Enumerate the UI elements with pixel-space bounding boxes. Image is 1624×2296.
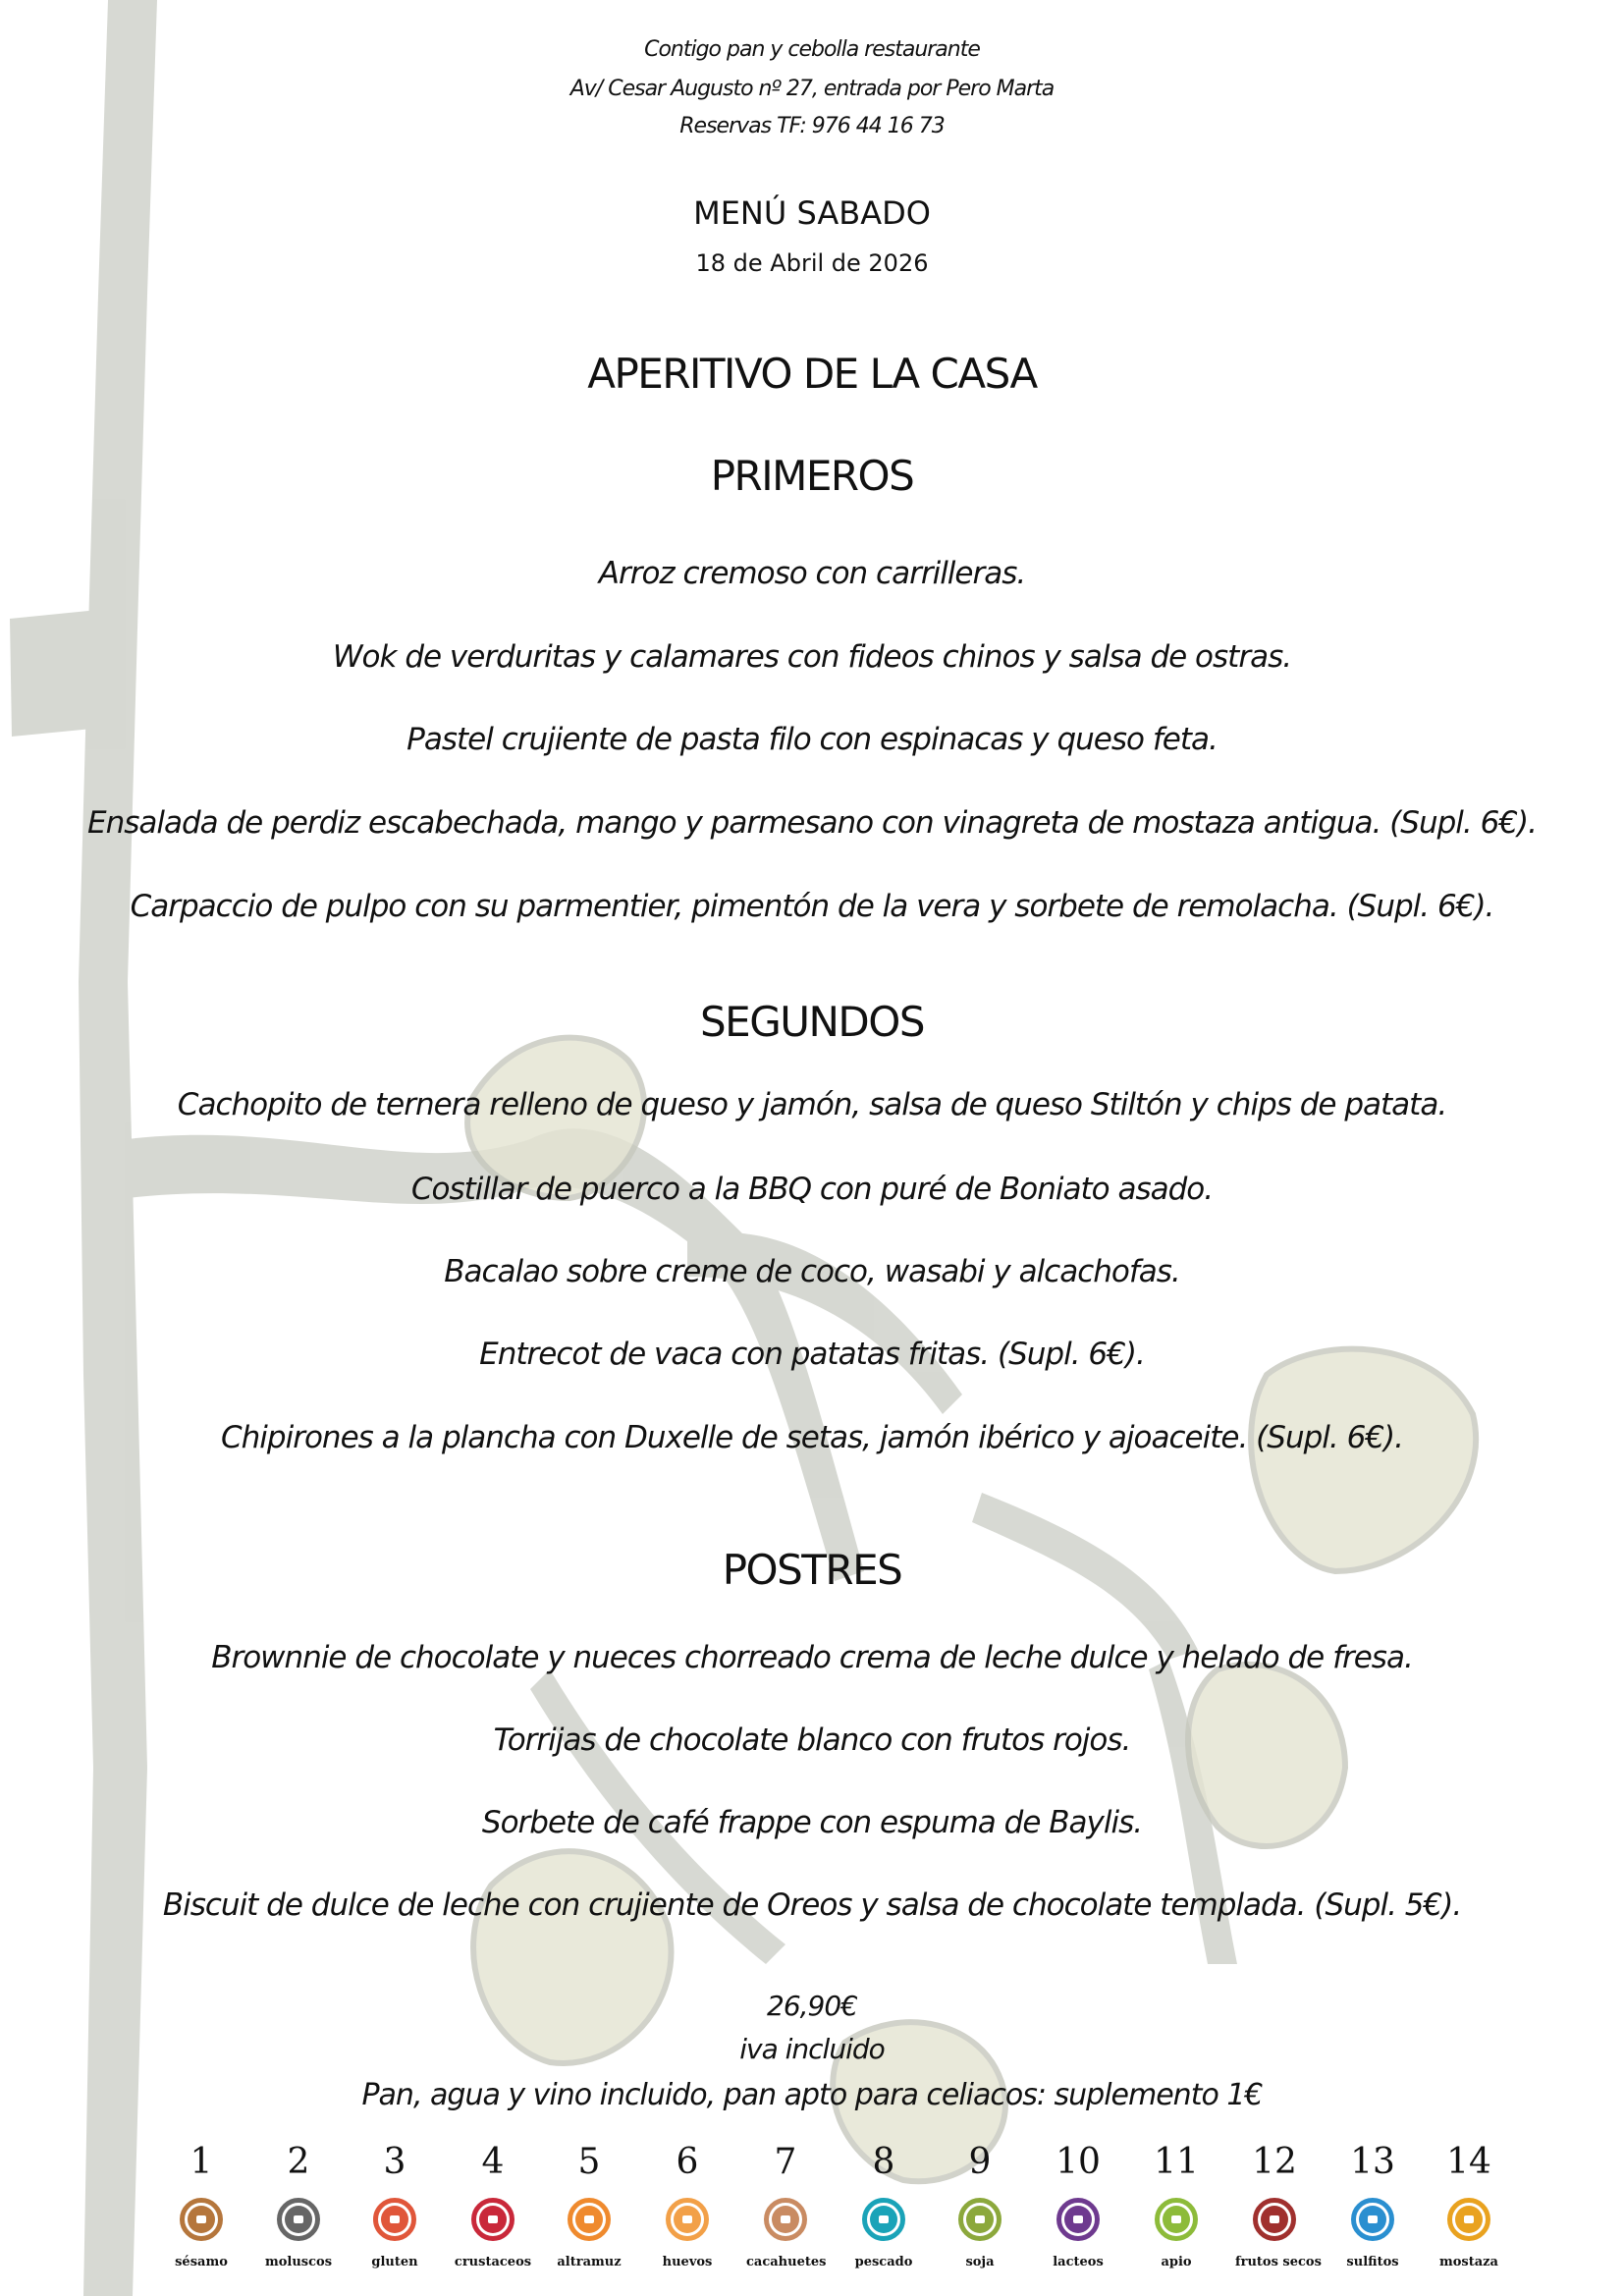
segundos-dish-3: Bacalao sobre creme de coco, wasabi y alcachofas. bbox=[444, 1254, 1180, 1289]
lupin-icon bbox=[568, 2198, 611, 2241]
allergen-item-5 bbox=[550, 2143, 628, 2269]
nuts-icon bbox=[1253, 2198, 1296, 2241]
allergen-number: 10 bbox=[1056, 2142, 1101, 2182]
allergen-name: crustaceos bbox=[454, 2255, 532, 2269]
restaurant-name: Contigo pan y cebolla restaurante bbox=[644, 37, 980, 62]
allergen-number: 1 bbox=[189, 2142, 213, 2182]
soy-icon bbox=[958, 2198, 1001, 2241]
primeros-heading: PRIMEROS bbox=[710, 452, 914, 500]
peanut-icon bbox=[764, 2198, 807, 2241]
segundos-dish-5: Chipirones a la plancha con Duxelle de setas, jamón ibérico y ajoaceite. (Supl. 6€). bbox=[221, 1420, 1403, 1455]
allergen-item-14 bbox=[1430, 2143, 1508, 2269]
allergen-name: soja bbox=[965, 2255, 995, 2269]
allergen-item-11 bbox=[1137, 2143, 1216, 2269]
crustacean-icon bbox=[471, 2198, 514, 2241]
gluten-icon bbox=[373, 2198, 416, 2241]
segundos-heading: SEGUNDOS bbox=[700, 998, 924, 1046]
allergen-number: 8 bbox=[872, 2142, 895, 2182]
allergen-name: pescado bbox=[854, 2255, 913, 2269]
allergen-item-8 bbox=[844, 2143, 923, 2269]
segundos-dish-2: Costillar de puerco a la BBQ con puré de Boniato asado. bbox=[410, 1172, 1214, 1207]
tax-note: iva incluido bbox=[739, 2033, 885, 2065]
allergen-name: altramuz bbox=[557, 2255, 622, 2269]
menu-date: 18 de Abril de 2026 bbox=[695, 249, 929, 277]
allergen-number: 2 bbox=[287, 2142, 310, 2182]
segundos-dish-4: Entrecot de vaca con patatas fritas. (Supl. 6€). bbox=[479, 1337, 1145, 1372]
allergen-item-9 bbox=[941, 2143, 1019, 2269]
primeros-dish-3: Pastel crujiente de pasta filo con espinacas y queso feta. bbox=[406, 722, 1218, 757]
allergen-number: 7 bbox=[774, 2142, 797, 2182]
postres-heading: POSTRES bbox=[722, 1546, 902, 1594]
primeros-dish-2: Wok de verduritas y calamares con fideos chinos y salsa de ostras. bbox=[332, 639, 1292, 675]
reservation-phone: Reservas TF: 976 44 16 73 bbox=[679, 114, 945, 138]
allergen-number: 13 bbox=[1350, 2142, 1395, 2182]
egg-icon bbox=[666, 2198, 709, 2241]
allergen-number: 3 bbox=[383, 2142, 406, 2182]
segundos-dish-1: Cachopito de ternera relleno de queso y jamón, salsa de queso Stiltón y chips de patata. bbox=[177, 1087, 1447, 1122]
postres-dish-2: Torrijas de chocolate blanco con frutos rojos. bbox=[493, 1722, 1131, 1758]
allergen-number: 11 bbox=[1154, 2142, 1199, 2182]
allergen-name: frutos secos bbox=[1235, 2255, 1322, 2269]
primeros-dish-1: Arroz cremoso con carrilleras. bbox=[598, 556, 1026, 591]
allergen-number: 14 bbox=[1446, 2142, 1491, 2182]
mustard-icon bbox=[1447, 2198, 1490, 2241]
allergen-item-1 bbox=[162, 2143, 241, 2269]
allergen-item-3 bbox=[355, 2143, 434, 2269]
allergen-name: sésamo bbox=[175, 2255, 228, 2269]
allergen-number: 4 bbox=[481, 2142, 505, 2182]
sulphites-icon bbox=[1351, 2198, 1394, 2241]
fish-icon bbox=[862, 2198, 905, 2241]
allergen-item-12 bbox=[1235, 2142, 1322, 2269]
aperitivo-heading: APERITIVO DE LA CASA bbox=[587, 350, 1037, 398]
allergen-item-6 bbox=[648, 2143, 727, 2269]
restaurant-address: Av/ Cesar Augusto nº 27, entrada por Pero Marta bbox=[569, 77, 1055, 101]
allergen-name: gluten bbox=[371, 2255, 418, 2269]
allergen-name: mostaza bbox=[1439, 2255, 1498, 2269]
postres-dish-1: Brownnie de chocolate y nueces chorreado crema de leche dulce y helado de fresa. bbox=[211, 1640, 1413, 1675]
allergen-item-7 bbox=[746, 2143, 825, 2269]
primeros-dish-4: Ensalada de perdiz escabechada, mango y parmesano con vinagreta de mostaza antigua. (Supl. 6€). bbox=[86, 805, 1538, 841]
allergen-name: huevos bbox=[662, 2255, 713, 2269]
allergen-number: 6 bbox=[676, 2142, 699, 2182]
primeros-dish-5: Carpaccio de pulpo con su parmentier, pimentón de la vera y sorbete de remolacha. (Supl. 6€). bbox=[130, 889, 1494, 924]
allergen-name: apio bbox=[1161, 2255, 1192, 2269]
celery-icon bbox=[1155, 2198, 1198, 2241]
allergen-number: 12 bbox=[1252, 2142, 1297, 2182]
allergen-number: 5 bbox=[577, 2142, 601, 2182]
dairy-icon bbox=[1056, 2198, 1100, 2241]
menu-price: 26,90€ bbox=[767, 1990, 857, 2022]
allergen-item-4 bbox=[454, 2143, 532, 2269]
included-note: Pan, agua y vino incluido, pan apto para celiacos: suplemento 1€ bbox=[361, 2078, 1263, 2112]
allergen-item-2 bbox=[259, 2143, 338, 2269]
menu-title: MENÚ SABADO bbox=[693, 194, 931, 232]
sesame-icon bbox=[180, 2198, 223, 2241]
allergen-name: moluscos bbox=[264, 2255, 333, 2269]
postres-dish-3: Sorbete de café frappe con espuma de Baylis. bbox=[481, 1805, 1143, 1840]
allergen-number: 9 bbox=[968, 2142, 992, 2182]
allergen-name: cacahuetes bbox=[746, 2255, 827, 2269]
postres-dish-4: Biscuit de dulce de leche con crujiente de Oreos y salsa de chocolate templada. (Supl. 5€). bbox=[162, 1887, 1462, 1923]
mollusc-icon bbox=[277, 2198, 320, 2241]
allergen-name: sulfitos bbox=[1346, 2255, 1399, 2269]
allergen-item-13 bbox=[1333, 2143, 1412, 2269]
allergen-item-10 bbox=[1039, 2143, 1117, 2269]
allergen-name: lacteos bbox=[1053, 2255, 1104, 2269]
